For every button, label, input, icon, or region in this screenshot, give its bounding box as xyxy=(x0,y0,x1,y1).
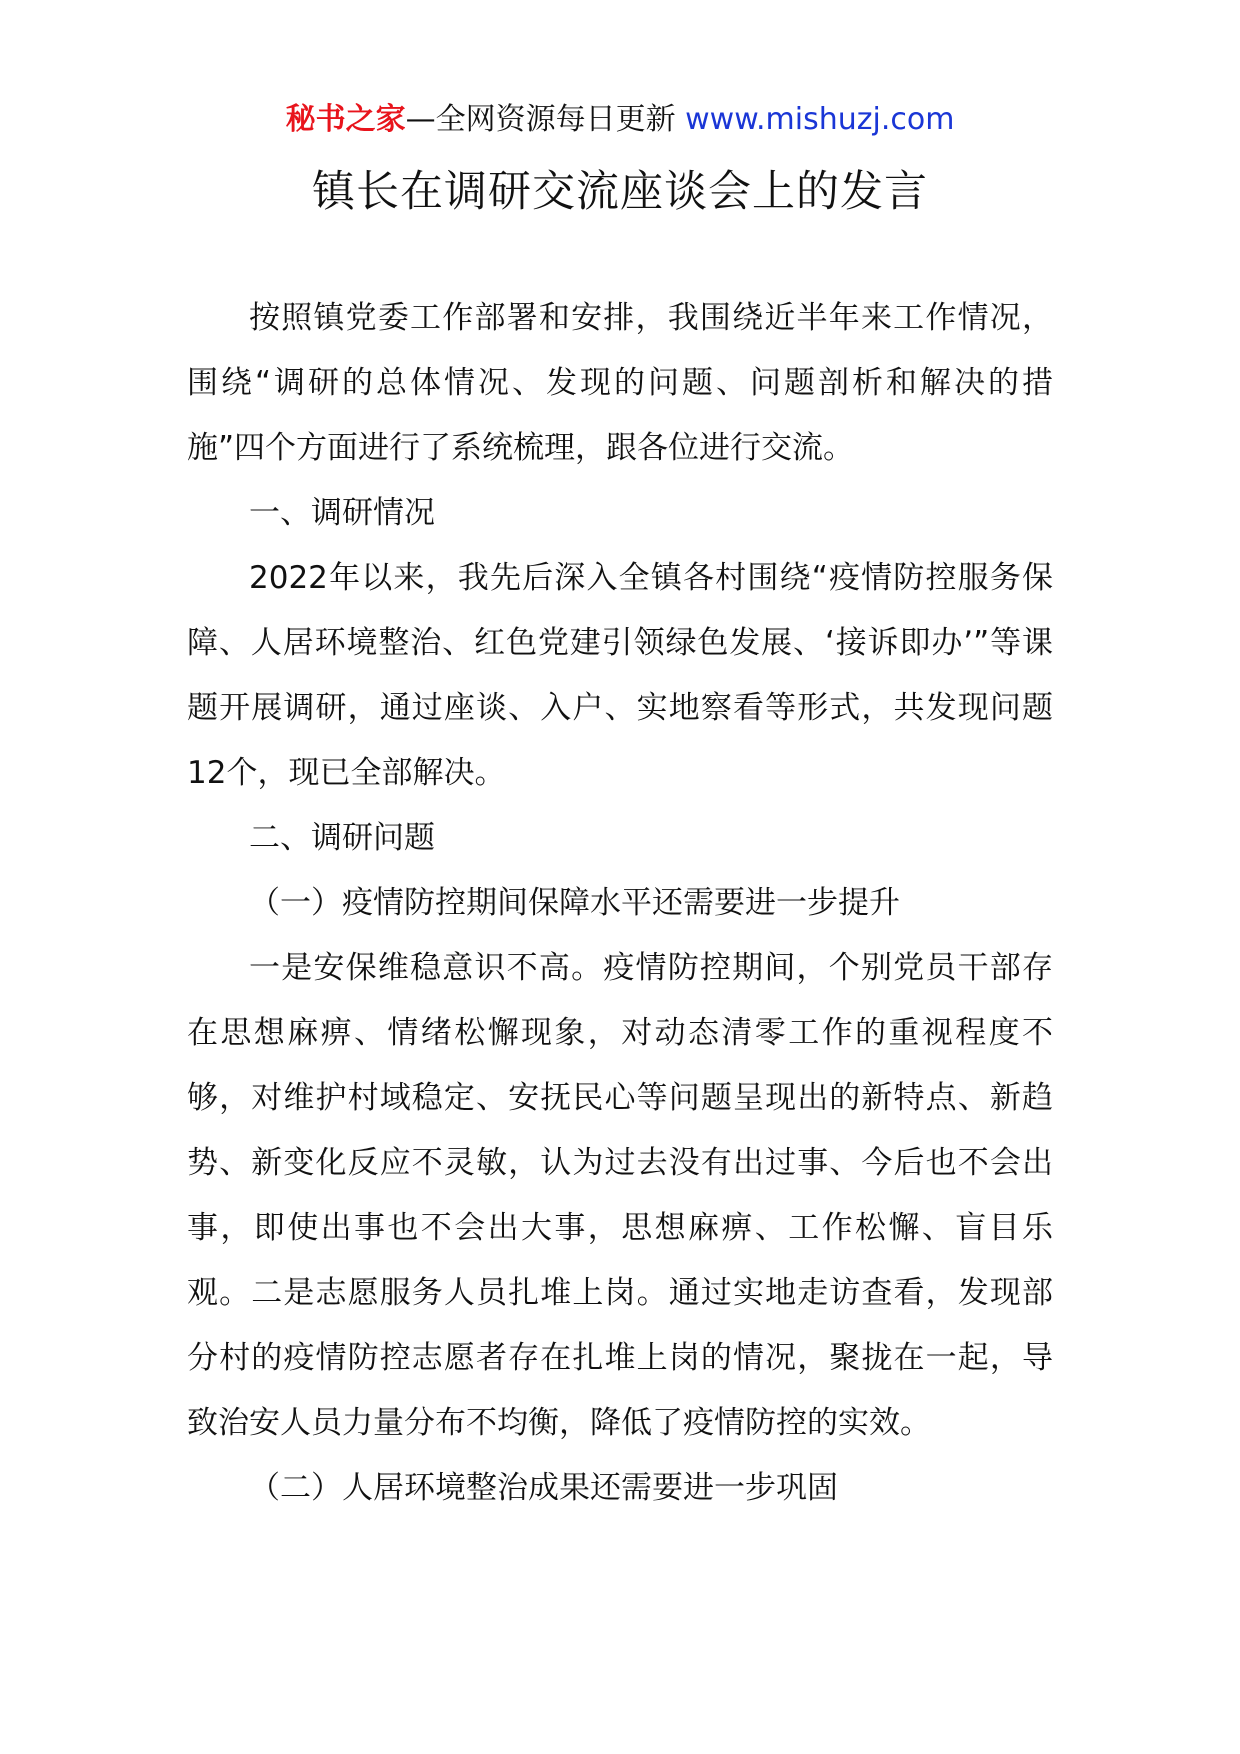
subsection-heading-1: （一）疫情防控期间保障水平还需要进一步提升 xyxy=(249,885,900,921)
subsection-heading-2: （二）人居环境整治成果还需要进一步巩固 xyxy=(249,1470,838,1506)
header-tagline: —全网资源每日更新 xyxy=(405,102,686,137)
brand-name: 秘书之家 xyxy=(285,102,406,137)
section-heading-1: 一、调研情况 xyxy=(249,495,435,531)
site-header xyxy=(0,100,1240,140)
section-paragraph-1: 2022年以来，我先后深入全镇各村围绕“疫情防控服务保障、人居环境整治、红色党建引领绿色发展、‘接诉即办’”等课题开展调研，通过座谈、入户、实地察看等形式，共发现问题12个，现已全部解决。 xyxy=(187,560,1053,791)
section-heading-2: 二、调研问题 xyxy=(249,820,435,856)
document-title: 镇长在调研交流座谈会上的发言 xyxy=(312,167,928,217)
document-body xyxy=(187,286,1053,1521)
subsection-paragraph-1: 一是安保维稳意识不高。疫情防控期间，个别党员干部存在思想麻痹、情绪松懈现象，对动态清零工作的重视程度不够，对维护村域稳定、安抚民心等问题呈现出的新特点、新趋势、新变化反应不灵敏，认为过去没有出过事、今后也不会出事，即使出事也不会出大事，思想麻痹、工作松懈、盲目乐观。二是志愿服务人员扎堆上岗。通过实地走访查看，发现部分村的疫情防控志愿者存在扎堆上岗的情况，聚拢在一起，导致治安人员力量分布不均衡，降低了疫情防控的实效。 xyxy=(187,950,1053,1441)
site-url: www.mishuzj.com xyxy=(685,102,955,137)
intro-paragraph: 按照镇党委工作部署和安排，我围绕近半年来工作情况，围绕“调研的总体情况、发现的问题、问题剖析和解决的措施”四个方面进行了系统梳理，跟各位进行交流。 xyxy=(187,300,1053,466)
